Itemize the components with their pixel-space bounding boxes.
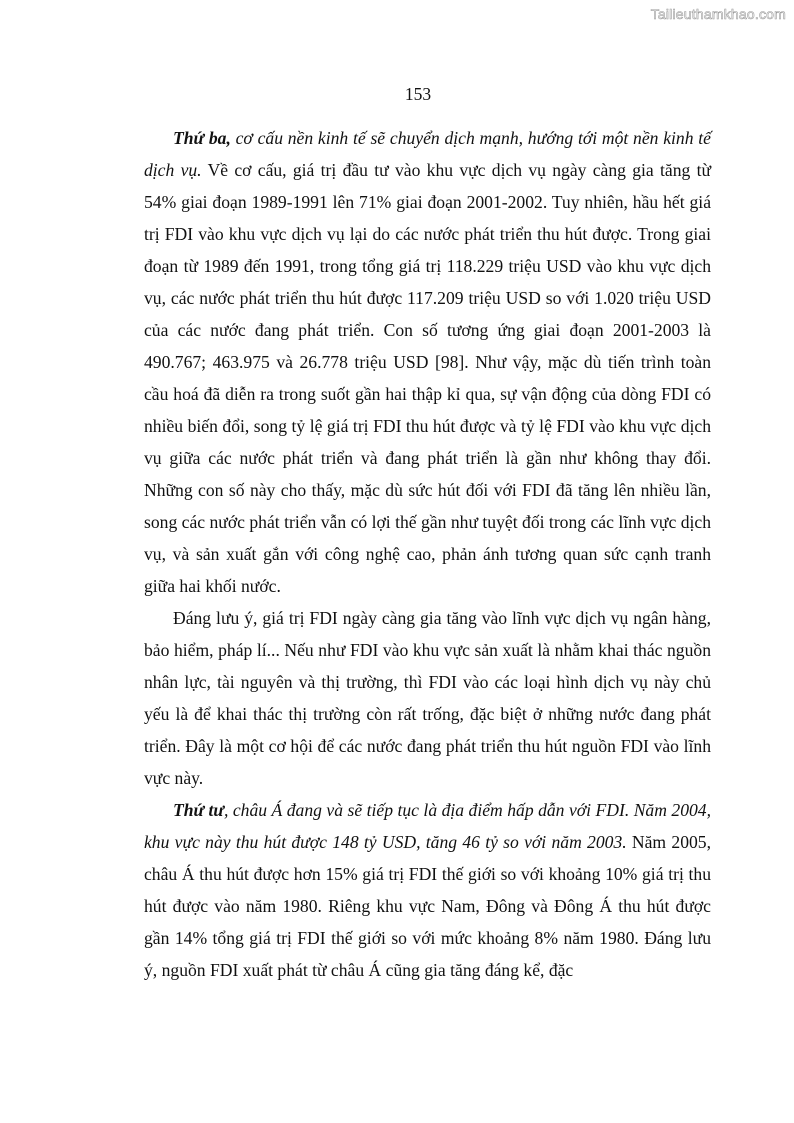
page-number: 153 — [404, 84, 432, 104]
paragraph-text: Về cơ cấu, giá trị đầu tư vào khu vực dịch vụ ngày càng gia tăng từ 54% giai đoạn 1989-1991 lên 71% giai đoạn 2001-2002. Tuy nhiên, hầu hết giá trị FDI vào khu vực dịch vụ lại do các nước phát triển thu hút được. Trong giai đoạn từ 1989 đến 1991, trong tổng giá trị 118.229 triệu USD vào khu vực dịch vụ, các nước phát triển thu hút được 117.209 triệu USD so với 1.020 triệu USD của các nước đang phát triển. Con số tương ứng giai đoạn 2001-2003 là 490.767; 463.975 và 26.778 triệu USD [98]. Như vậy, mặc dù tiến trình toàn cầu hoá đã diễn ra trong suốt gần hai thập kỉ qua, sự vận động của dòng FDI có nhiều biến đổi, song tỷ lệ giá trị FDI thu hút được và tỷ lệ FDI vào khu vực dịch vụ giữa các nước phát triển và đang phát triển là gần như không thay đổi. Những con số này cho thấy, mặc dù sức hút đối với FDI đã tăng lên nhiều lần, song các nước phát triển vẫn có lợi thế gần như tuyệt đối trong các lĩnh vực dịch vụ, và sản xuất gắn với công nghệ cao, phản ánh tương quan sức cạnh tranh giữa hai khối nước. — [144, 160, 711, 596]
paragraph-asia-fdi — [144, 794, 711, 986]
document-body — [144, 122, 711, 986]
paragraph-lead-italic: cơ cấu nền kinh tế sẽ chuyển dịch mạnh, hướng tới một nền kinh tế dịch vụ. — [144, 128, 711, 180]
paragraph-services-shift — [144, 122, 711, 602]
paragraph-text: Năm 2005, châu Á thu hút được hơn 15% giá trị FDI thế giới so với khoảng 10% giá trị thu hút được vào năm 1980. Riêng khu vực Nam, Đông và Đông Á thu hút được gần 14% tổng giá trị FDI thế giới so với mức khoảng 8% năm 1980. Đáng lưu ý, nguồn FDI xuất phát từ châu Á cũng gia tăng đáng kể, đặc — [144, 832, 711, 980]
paragraph-finance-services — [144, 602, 711, 794]
paragraph-lead-italic: , châu Á đang và sẽ tiếp tục là địa điểm hấp dẫn với FDI. Năm 2004, khu vực này thu hút được 148 tỷ USD, tăng 46 tỷ so với năm 2003. — [144, 800, 711, 852]
paragraph-lead-bold: Thứ tư — [173, 800, 224, 820]
paragraph-lead-bold: Thứ ba, — [173, 128, 231, 148]
paragraph-text: Đáng lưu ý, giá trị FDI ngày càng gia tăng vào lĩnh vực dịch vụ ngân hàng, bảo hiểm, pháp lí... Nếu như FDI vào khu vực sản xuất là nhằm khai thác nguồn nhân lực, tài nguyên và thị trường, thì FDI vào các loại hình dịch vụ này chủ yếu là để khai thác thị trường còn rất trống, đặc biệt ở những nước đang phát triển. Đây là một cơ hội để các nước đang phát triển thu hút nguồn FDI vào lĩnh vực này. — [144, 608, 711, 788]
watermark: Tailieuthamkhao.com — [650, 6, 786, 22]
